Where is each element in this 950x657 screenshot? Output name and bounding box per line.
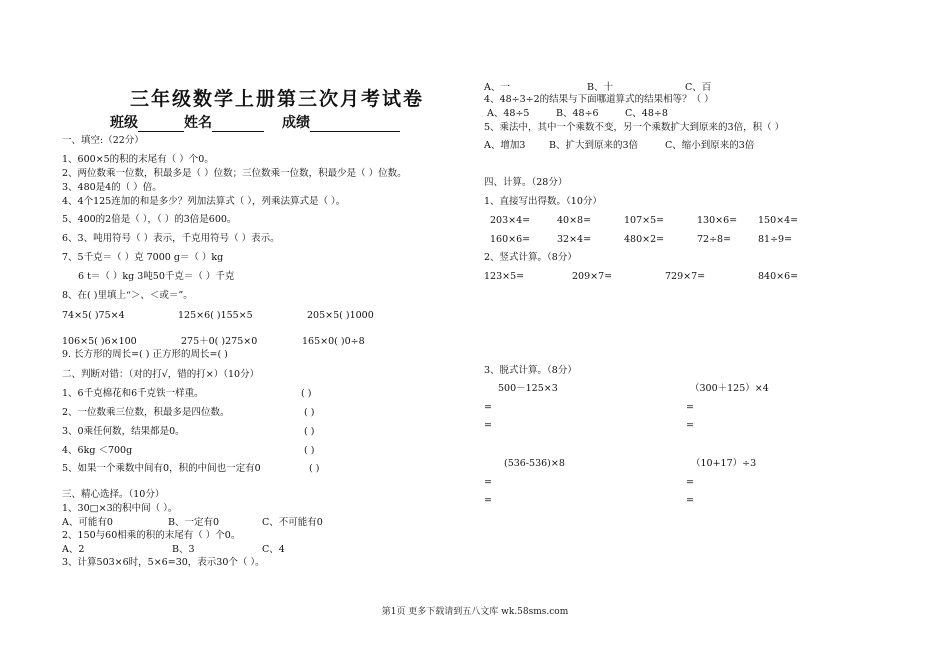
calc-subheading: 2、竖式计算。（8分） — [484, 252, 577, 263]
section-2-heading: 二、判断对错：（对的打√，错的打×）（10分） — [62, 369, 260, 380]
mental-calc-item: 107×5= — [624, 215, 665, 226]
judge-item: 2、一位数乘三位数，积最多是四位数。 — [62, 407, 230, 418]
judge-answer[interactable]: ( ) — [301, 388, 312, 399]
name-blank[interactable] — [212, 118, 264, 132]
equals-line[interactable]: = — [484, 402, 492, 413]
section-4-heading: 四、计算。（28分） — [484, 177, 568, 188]
class-blank[interactable] — [138, 118, 184, 132]
judge-item: 4、6kg ＜700g — [62, 445, 133, 456]
vertical-calc-item: 123×5= — [484, 271, 525, 282]
choice-option[interactable]: B、扩大到原来的3倍 — [549, 140, 639, 151]
mental-calc-item: 480×2= — [624, 234, 665, 245]
vertical-calc-item: 729×7= — [665, 271, 706, 282]
choice-option[interactable]: C、缩小到原来的3倍 — [665, 140, 755, 151]
judge-item: 1、6千克棉花和6千克铁一样重。 — [62, 388, 204, 399]
stepwise-calc-item: （10+17）÷3 — [691, 458, 757, 469]
compare-item: 125×6( )155×5 — [178, 310, 253, 321]
name-label: 姓名 — [184, 115, 212, 131]
compare-item: 74×5( )75×4 — [62, 310, 125, 321]
compare-item: 205×5( )1000 — [307, 310, 374, 321]
equals-line[interactable]: = — [686, 420, 694, 431]
choice-option[interactable]: C、不可能有0 — [262, 517, 323, 528]
score-label: 成绩 — [282, 115, 310, 131]
equals-line[interactable]: = — [686, 402, 694, 413]
class-label: 班级 — [110, 115, 138, 131]
page-title: 三年级数学上册第三次月考试卷 — [130, 88, 425, 110]
student-info — [110, 112, 400, 132]
choice-question: 5、乘法中，其中一个乘数不变，另一个乘数扩大到原来的3倍，积（ ） — [484, 122, 785, 133]
compare-item: 275＋0( )275×0 — [181, 336, 258, 347]
judge-item: 5、如果一个乘数中间有0，积的中间也一定有0 — [62, 463, 261, 474]
choice-option[interactable]: B、一定有0 — [168, 517, 220, 528]
choice-option[interactable]: A、增加3 — [484, 140, 526, 151]
judge-answer[interactable]: ( ) — [304, 407, 315, 418]
compare-item: 165×0( )0÷8 — [302, 336, 365, 347]
fill-item: 3、480是4的（ ）倍。 — [62, 182, 162, 193]
compare-item: 106×5( )6×100 — [62, 336, 137, 347]
choice-question: 1、30□×3的积中间（ ）。 — [62, 503, 178, 514]
fill-item: 9. 长方形的周长=( ) 正方形的周长=( ) — [62, 349, 228, 360]
mental-calc-item: 150×4= — [758, 215, 799, 226]
mental-calc-item: 40×8= — [557, 215, 592, 226]
page-footer: 第1页 更多下载请到五八文库 wk.58sms.com — [381, 607, 569, 617]
choice-option[interactable]: A、可能有0 — [62, 517, 113, 528]
stepwise-calc-item: （300＋125）×4 — [690, 383, 769, 394]
choice-option[interactable]: C、4 — [262, 544, 285, 555]
stepwise-calc-item: 500－125×3 — [498, 383, 558, 394]
choice-option[interactable]: C、48÷8 — [625, 108, 668, 119]
fill-item: 6、3、吨用符号（ ）表示，千克用符号（ ）表示。 — [62, 233, 280, 244]
equals-line[interactable]: = — [484, 495, 492, 506]
mental-calc-item: 203×4= — [490, 215, 531, 226]
equals-line[interactable]: = — [686, 477, 694, 488]
judge-answer[interactable]: ( ) — [304, 426, 315, 437]
stepwise-calc-item: (536-536)×8 — [504, 458, 565, 469]
choice-option[interactable]: B、48÷6 — [556, 108, 599, 119]
choice-question: 2、150与60相乘的积的末尾有（ ）个0。 — [62, 530, 241, 541]
equals-line[interactable]: = — [686, 495, 694, 506]
choice-question: 3、计算503×6时，5×6=30，表示30个（ ）。 — [62, 557, 265, 568]
fill-item: 1、600×5的积的末尾有（ ）个0。 — [62, 154, 214, 165]
section-3-heading: 三、精心选择。（10分） — [62, 489, 165, 500]
mental-calc-item: 72÷8= — [697, 234, 732, 245]
judge-answer[interactable]: ( ) — [304, 445, 315, 456]
mental-calc-item: 160×6= — [490, 234, 531, 245]
choice-option[interactable]: A、2 — [62, 544, 85, 555]
fill-item: 8、在( )里填上“＞、＜或＝”。 — [62, 290, 193, 301]
calc-subheading: 1、直接写出得数。（10分） — [484, 196, 602, 207]
choice-option[interactable]: A、48÷5 — [487, 108, 530, 119]
fill-item: 7、5千克＝（ ）克 7000 g＝（ ）kg — [62, 252, 224, 263]
fill-item: 2、两位数乘一位数，积最多是（ ）位数；三位数乘一位数，积最少是（ ）位数。 — [62, 168, 407, 179]
choice-option[interactable]: B、十 — [587, 82, 613, 93]
judge-item: 3、0乘任何数，结果都是0。 — [62, 426, 185, 437]
judge-answer[interactable]: ( ) — [309, 463, 320, 474]
calc-subheading: 3、脱式计算。（8分） — [484, 365, 577, 376]
choice-option[interactable]: B、3 — [172, 544, 195, 555]
vertical-calc-item: 209×7= — [572, 271, 613, 282]
mental-calc-item: 32×4= — [557, 234, 592, 245]
score-blank[interactable] — [310, 118, 400, 132]
mental-calc-item: 81÷9= — [758, 234, 793, 245]
equals-line[interactable]: = — [484, 420, 492, 431]
mental-calc-item: 130×6= — [697, 215, 738, 226]
fill-item: 4、4个125连加的和是多少？列加法算式（ ），列乘法算式是（ ）。 — [62, 196, 346, 207]
vertical-calc-item: 840×6= — [758, 271, 799, 282]
fill-item: 5、400的2倍是（ ），（ ）的3倍是600。 — [62, 214, 237, 225]
section-1-heading: 一、填空:（22分） — [62, 135, 144, 146]
fill-item: 6 t＝（ ）kg 3吨50千克＝（ ）千克 — [78, 271, 235, 282]
choice-option[interactable]: C、百 — [685, 82, 712, 93]
choice-question: 4、48÷3÷2的结果与下面哪道算式的结果相等？（ ） — [484, 94, 714, 105]
equals-line[interactable]: = — [484, 477, 492, 488]
choice-option[interactable]: A、一 — [484, 82, 510, 93]
